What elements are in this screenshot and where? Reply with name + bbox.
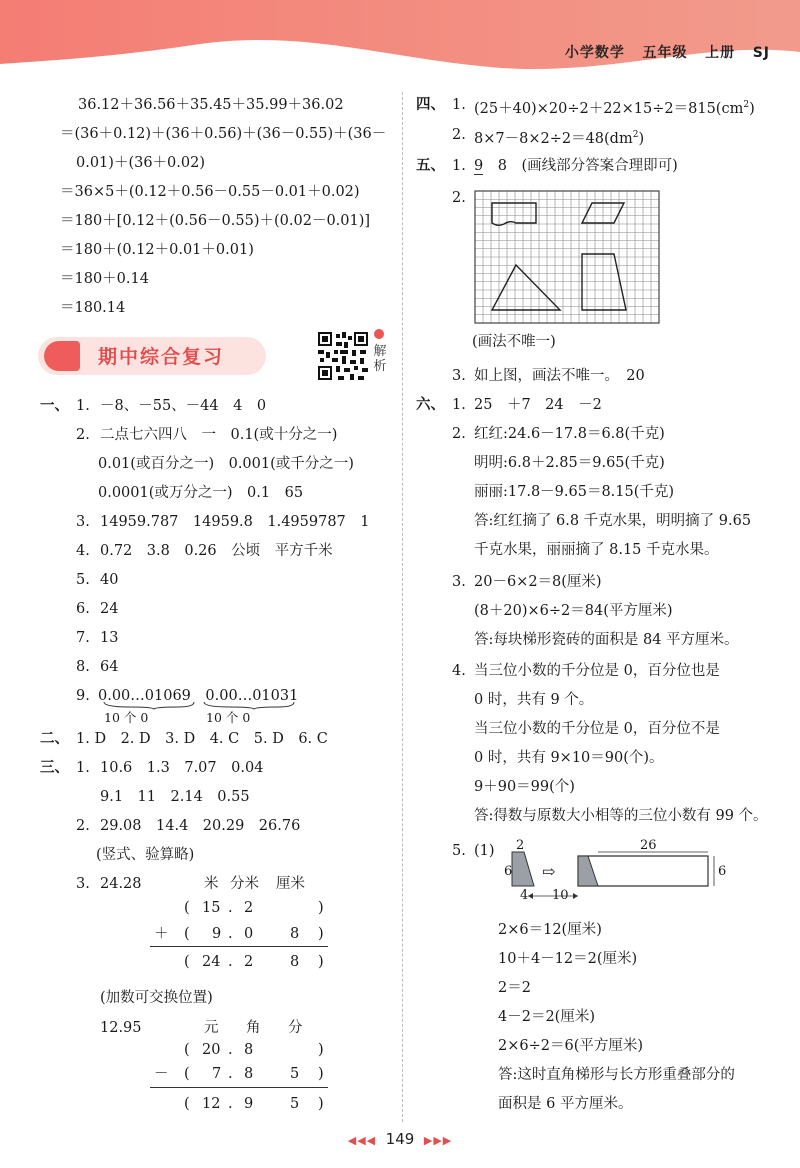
paren: ) bbox=[318, 954, 324, 970]
brace-label: 10 个 0 bbox=[104, 710, 149, 725]
calc-line: ＝(36＋0.12)＋(36＋0.56)＋(36－0.55)＋(36－ bbox=[60, 126, 387, 142]
item-answer: 答:这时直角梯形与长方形重叠部分的 bbox=[498, 1067, 735, 1083]
decimal-point: . bbox=[228, 1096, 233, 1112]
unit-label: 元 bbox=[204, 1020, 219, 1036]
paren: ( bbox=[184, 926, 190, 942]
item-answer: 0.01(或百分之一) 0.001(或千分之一) bbox=[98, 456, 354, 472]
item-answer: 12.95 bbox=[100, 1020, 142, 1036]
item-answer: (8＋20)×6÷2＝84(平方厘米) bbox=[474, 603, 673, 619]
item-answer: 9＋90＝99(个) bbox=[474, 779, 575, 795]
digit: 9 bbox=[244, 1096, 254, 1112]
part-label: 六、 bbox=[416, 396, 445, 413]
item-num: 9. bbox=[76, 688, 90, 704]
item-num: 4. bbox=[452, 663, 466, 679]
item-answer: 答:红红摘了 6.8 千克水果，明明摘了 9.65 bbox=[474, 513, 752, 529]
digit: 2 bbox=[244, 954, 254, 970]
item-answer: 13 bbox=[100, 630, 119, 646]
item-answer: 9.1 11 2.14 0.55 bbox=[100, 789, 250, 805]
item-num: 2. bbox=[76, 427, 90, 443]
item-answer: 0.0001(或万分之一) 0.1 65 bbox=[98, 485, 304, 501]
difference-line bbox=[150, 1087, 328, 1088]
paren: ) bbox=[318, 900, 324, 916]
page-footer bbox=[0, 1130, 800, 1148]
digit: 5 bbox=[290, 1096, 300, 1112]
item-num: 8. bbox=[76, 659, 90, 675]
item-answer: 明明:6.8＋2.85＝9.65(千克) bbox=[474, 455, 665, 471]
item-answer: 当三位小数的千分位是 0，百分位不是 bbox=[474, 721, 720, 737]
decimal-point: . bbox=[228, 954, 233, 970]
grid-drawing bbox=[474, 190, 662, 326]
item-answer: 1. D 2. D 3. D 4. C 5. D 6. C bbox=[76, 731, 328, 747]
part-label: 四、 bbox=[416, 96, 445, 113]
operator: ＋ bbox=[154, 926, 169, 942]
calc-line: ＝36×5＋(0.12＋0.56－0.55－0.01＋0.02) bbox=[60, 184, 360, 200]
item-answer: 24.28 bbox=[100, 876, 142, 892]
item-answer: 14959.787 14959.8 1.4959787 1 bbox=[100, 514, 370, 530]
item-note: (竖式、验算略) bbox=[96, 847, 195, 863]
paren: ( bbox=[184, 1096, 190, 1112]
item-answer: 4－2＝2(厘米) bbox=[498, 1009, 595, 1025]
arrow-icon: ⇨ bbox=[542, 862, 556, 881]
paren: ( bbox=[184, 1042, 190, 1058]
paren: ) bbox=[318, 1066, 324, 1082]
item-sub: (1) bbox=[474, 843, 495, 859]
column-divider bbox=[402, 92, 403, 1122]
item-answer: 24 bbox=[100, 601, 119, 617]
section-title: 期中综合复习 bbox=[98, 346, 225, 368]
digit: 8 bbox=[290, 954, 300, 970]
calc-line: 0.01)＋(36＋0.02) bbox=[76, 155, 205, 171]
operator: － bbox=[154, 1066, 169, 1082]
prev-arrows-icon: ◀◀◀ bbox=[347, 1134, 377, 1147]
part-label: 三、 bbox=[40, 759, 69, 776]
item-answer: 答:得数与原数大小相等的三位小数有 99 个。 bbox=[474, 808, 768, 824]
item-answer: 如上图，画法不唯一。 20 bbox=[474, 368, 645, 384]
section-heading-mark bbox=[44, 341, 80, 371]
part-label: 二、 bbox=[40, 730, 69, 747]
digit: 12 bbox=[202, 1096, 221, 1112]
unit-label: 米 bbox=[204, 876, 219, 892]
digit: 8 bbox=[290, 926, 300, 942]
item-answer: 千克水果，丽丽摘了 8.15 千克水果。 bbox=[474, 542, 719, 558]
item-answer: 当三位小数的千分位是 0，百分位也是 bbox=[474, 663, 720, 679]
item-answer: 2×6＝12(厘米) bbox=[498, 922, 602, 938]
paren: ( bbox=[184, 1066, 190, 1082]
item-answer: 10＋4－12＝2(厘米) bbox=[498, 951, 638, 967]
item-num: 4. bbox=[76, 543, 90, 559]
calc-line: 36.12＋36.56＋35.45＋35.99＋36.02 bbox=[78, 97, 344, 113]
item-note: (加数可交换位置) bbox=[100, 990, 213, 1006]
item-answer: 丽丽:17.8－9.65＝8.15(千克) bbox=[474, 484, 675, 500]
qr-label: 解析 bbox=[373, 344, 387, 374]
item-answer: $8\times 7-8\times 2\div 2=48(dm^2)$ bbox=[474, 130, 645, 147]
calc-line: ＝180＋0.14 bbox=[60, 271, 149, 287]
calc-line: ＝180＋[0.12＋(0.56－0.55)＋(0.02－0.01)] bbox=[60, 213, 371, 229]
play-icon bbox=[374, 329, 384, 339]
figure-label: 6 bbox=[718, 864, 727, 879]
item-answer: 20－6×2＝8(厘米) bbox=[474, 574, 602, 590]
unit-label: 厘米 bbox=[276, 876, 305, 892]
item-answer: 0 时，共有 9 个。 bbox=[474, 692, 594, 708]
item-num: 1. bbox=[76, 760, 90, 776]
item-num: 3. bbox=[76, 876, 90, 892]
item-num: 5. bbox=[76, 572, 90, 588]
unit-label: 角 bbox=[246, 1020, 261, 1036]
figure-label: 26 bbox=[640, 838, 657, 853]
item-num: 1. bbox=[452, 158, 466, 174]
item-answer: 答:每块梯形瓷砖的面积是 84 平方厘米。 bbox=[474, 632, 739, 648]
item-answer: 2×6÷2＝6(平方厘米) bbox=[498, 1038, 644, 1054]
item-note: (画法不唯一) bbox=[472, 334, 556, 350]
item-answer: 25 ＋7 24 －2 bbox=[474, 397, 602, 413]
item-answer: 29.08 14.4 20.29 26.76 bbox=[100, 818, 301, 834]
item-answer: －8、－55、－44 4 0 bbox=[100, 398, 267, 414]
figure-label: 2 bbox=[516, 838, 525, 853]
item-answer: 二点七六四八 一 0.1(或十分之一) bbox=[100, 427, 338, 443]
brace-label: 10 个 0 bbox=[206, 710, 251, 725]
digit: 15 bbox=[202, 900, 221, 916]
paren: ) bbox=[318, 1096, 324, 1112]
digit: 0 bbox=[244, 926, 254, 942]
part-label: 一、 bbox=[40, 397, 69, 414]
item-answer: 0.72 3.8 0.26 公顷 平方千米 bbox=[100, 543, 333, 559]
item-answer: $(25+40)\times 20\div 2+22\times 15\div 2=815(cm^2)$ bbox=[474, 100, 755, 117]
unit-label: 分 bbox=[288, 1020, 303, 1036]
item-num: 1. bbox=[452, 397, 466, 413]
figure-label: 4 bbox=[520, 888, 529, 903]
item-num: 5. bbox=[452, 843, 466, 859]
figure-label: 6 bbox=[504, 864, 513, 879]
digit: 5 bbox=[290, 1066, 300, 1082]
paren: ) bbox=[318, 1042, 324, 1058]
overlap-figure bbox=[498, 840, 736, 906]
decimal-point: . bbox=[228, 926, 233, 942]
header-banner bbox=[0, 0, 800, 80]
qr-code-icon[interactable] bbox=[316, 330, 370, 382]
item-answer: 0.00…01069 0.00…01031 bbox=[98, 688, 299, 704]
header-title: 小学数学 五年级 上册 SJ bbox=[564, 45, 770, 61]
item-num: 2. bbox=[452, 190, 466, 206]
digit: 24 bbox=[202, 954, 221, 970]
digit: 8 bbox=[244, 1042, 254, 1058]
digit: 2 bbox=[244, 900, 254, 916]
item-num: 3. bbox=[452, 368, 466, 384]
item-num: 2. bbox=[76, 818, 90, 834]
item-answer: 0 时，共有 9×10＝90(个)。 bbox=[474, 750, 664, 766]
item-answer: 9 8 (画线部分答案合理即可) bbox=[474, 158, 678, 174]
digit: 8 bbox=[244, 1066, 254, 1082]
calc-line: ＝180＋(0.12＋0.01＋0.01) bbox=[60, 242, 254, 258]
sum-line bbox=[150, 946, 328, 947]
paren: ( bbox=[184, 954, 190, 970]
item-answer: 红红:24.6－17.8＝6.8(千克) bbox=[474, 426, 665, 442]
decimal-point: . bbox=[228, 900, 233, 916]
digit: 9 bbox=[212, 926, 222, 942]
item-num: 2. bbox=[452, 426, 466, 442]
item-answer: 10.6 1.3 7.07 0.04 bbox=[100, 760, 264, 776]
next-arrows-icon: ▶▶▶ bbox=[423, 1134, 453, 1147]
item-num: 1. bbox=[452, 97, 466, 113]
calc-line: ＝180.14 bbox=[60, 300, 126, 316]
item-answer: 40 bbox=[100, 572, 119, 588]
figure-label: 10 bbox=[552, 888, 569, 903]
digit: 20 bbox=[202, 1042, 221, 1058]
decimal-point: . bbox=[228, 1042, 233, 1058]
item-num: 3. bbox=[76, 514, 90, 530]
decimal-point: . bbox=[228, 1066, 233, 1082]
item-num: 3. bbox=[452, 574, 466, 590]
item-answer: 64 bbox=[100, 659, 119, 675]
item-answer: 面积是 6 平方厘米。 bbox=[498, 1096, 633, 1112]
item-num: 2. bbox=[452, 127, 466, 143]
item-answer: 2＝2 bbox=[498, 980, 531, 996]
item-num: 7. bbox=[76, 630, 90, 646]
unit-label: 分米 bbox=[230, 876, 259, 892]
paren: ) bbox=[318, 926, 324, 942]
part-label: 五、 bbox=[416, 157, 445, 174]
page-number: 149 bbox=[385, 1130, 415, 1148]
paren: ( bbox=[184, 900, 190, 916]
item-num: 1. bbox=[76, 398, 90, 414]
digit: 7 bbox=[212, 1066, 222, 1082]
item-num: 6. bbox=[76, 601, 90, 617]
